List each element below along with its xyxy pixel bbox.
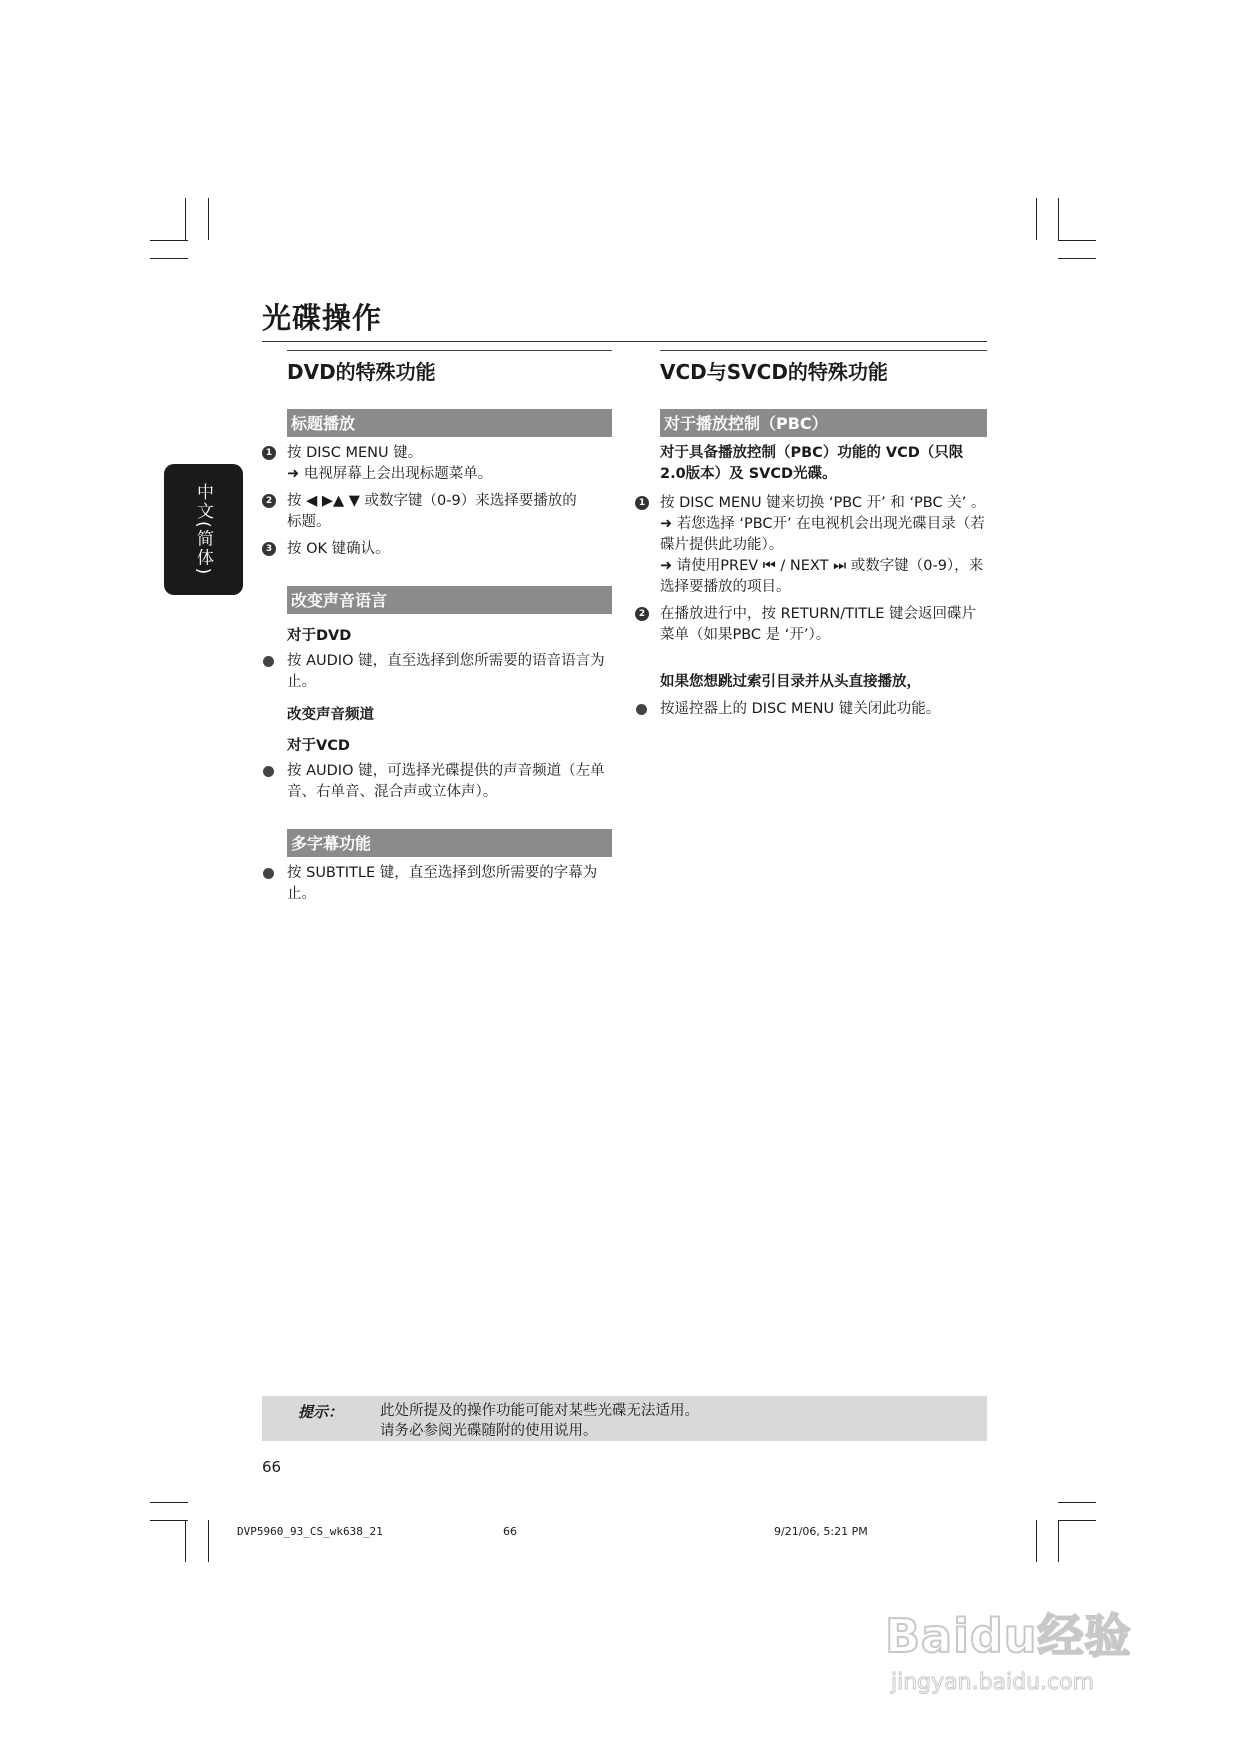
baidu-watermark: [885, 1600, 1185, 1720]
crop-mark: [150, 258, 188, 259]
footer-filename: DVP5960_93_CS_wk638_21: [237, 1525, 383, 1538]
bullet-icon: [636, 704, 647, 715]
skip-text: 按遥控器上的 DISC MENU 键关闭此功能。: [660, 701, 941, 717]
step-text: 按 ◀ ▶▲ ▼ 或数字键（0-9）来选择要播放的: [287, 493, 577, 509]
step-text: 按 DISC MENU 键。: [287, 445, 423, 461]
step-item: [638, 493, 987, 598]
pbc-step1-text: 按 DISC MENU 键来切换 ‘PBC 开’ 和 ‘PBC 关’ 。: [660, 495, 986, 511]
step-item: [265, 539, 612, 560]
dvd-heading: DVD的特殊功能: [287, 350, 612, 385]
page-number: 66: [262, 1458, 282, 1476]
footer-page: 66: [503, 1525, 517, 1538]
for-vcd-label: 对于VCD: [287, 738, 350, 754]
dvd-audio-text: 按 AUDIO 键，直至选择到您所需要的语音语言为止。: [287, 653, 605, 690]
crop-mark: [1058, 1502, 1096, 1503]
pbc-intro: 对于具备播放控制（PBC）功能的 VCD（只限2.0版本）及 SVCD光碟。: [660, 445, 964, 482]
crop-mark: [185, 198, 186, 240]
step-number-icon: 1: [635, 496, 649, 510]
crop-mark: [1058, 1520, 1059, 1562]
crop-mark: [1058, 198, 1059, 240]
title-play-bar: 标题播放: [287, 409, 612, 437]
pbc-step1-result: ➜ 若您选择 ‘PBC开’ 在电视机会出现光碟目录（若碟片提供此功能）。: [660, 516, 985, 553]
crop-mark: [150, 1502, 188, 1503]
crop-mark: [208, 1520, 209, 1562]
skip-note: 如果您想跳过索引目录并从头直接播放，: [660, 674, 921, 690]
language-tab-label: 中文(简体): [193, 482, 213, 577]
bullet-icon: [263, 868, 274, 879]
crop-mark: [1058, 240, 1096, 241]
pbc-bar: 对于播放控制（PBC）: [660, 409, 987, 437]
tip-box: [262, 1396, 987, 1441]
audio-language-bar: 改变声音语言: [287, 586, 612, 614]
step-item: [638, 604, 987, 646]
vcd-audio-text: 按 AUDIO 键，可选择光碟提供的声音频道（左单音、右单音、混合声或立体声）。: [287, 763, 605, 800]
crop-mark: [185, 1520, 186, 1562]
crop-mark: [1036, 198, 1037, 240]
subtitle-text: 按 SUBTITLE 键，直至选择到您所需要的字幕为止。: [287, 865, 598, 902]
step-number-icon: 1: [262, 446, 276, 460]
page-title: 光碟操作: [262, 296, 987, 342]
step-item: [265, 491, 612, 533]
subtitle-bar: 多字幕功能: [287, 829, 612, 857]
tip-text: [380, 1401, 699, 1441]
step-item: [265, 443, 612, 485]
watermark-brand: Baidu经验: [885, 1609, 1132, 1663]
footer-date: 9/21/06, 5:21 PM: [774, 1525, 868, 1538]
bullet-item: [287, 651, 612, 693]
step-number-icon: 2: [262, 494, 276, 508]
crop-mark: [150, 240, 188, 241]
step-text: 按 OK 键确认。: [287, 541, 390, 557]
crop-mark: [1036, 1520, 1037, 1562]
step-text-cont: 标题。: [287, 514, 331, 530]
vcd-heading: VCD与SVCD的特殊功能: [660, 350, 987, 385]
bullet-icon: [263, 656, 274, 667]
bullet-item: [287, 761, 612, 803]
crop-mark: [1058, 1520, 1096, 1521]
for-dvd-label: 对于DVD: [287, 628, 352, 644]
crop-mark: [150, 1520, 188, 1521]
step-result: ➜ 电视屏幕上会出现标题菜单。: [287, 466, 493, 482]
bullet-icon: [263, 766, 274, 777]
tip-label: 提示：: [298, 1403, 344, 1421]
change-channel-label: 改变声音频道: [287, 707, 374, 723]
tip-line: 此处所提及的操作功能可能对某些光碟无法适用。: [380, 1403, 699, 1419]
bullet-item: [660, 699, 987, 720]
crop-mark: [1058, 258, 1096, 259]
step-number-icon: 3: [262, 542, 276, 556]
tip-line: 请务必参阅光碟随附的使用说用。: [380, 1423, 598, 1439]
pbc-step2-text: 在播放进行中，按 RETURN/TITLE 键会返回碟片菜单（如果PBC 是 ‘开’）。: [660, 606, 976, 643]
bullet-item: [287, 863, 612, 905]
watermark-url: jingyan.baidu.com: [891, 1670, 1095, 1695]
step-number-icon: 2: [635, 607, 649, 621]
left-column: [265, 350, 612, 911]
crop-mark: [208, 198, 209, 240]
language-tab: [164, 464, 243, 595]
right-column: [638, 350, 987, 726]
pbc-step1-result: ➜ 请使用PREV ⏮ / NEXT ⏭ 或数字键（0-9），来选择要播放的项目。: [660, 558, 984, 595]
